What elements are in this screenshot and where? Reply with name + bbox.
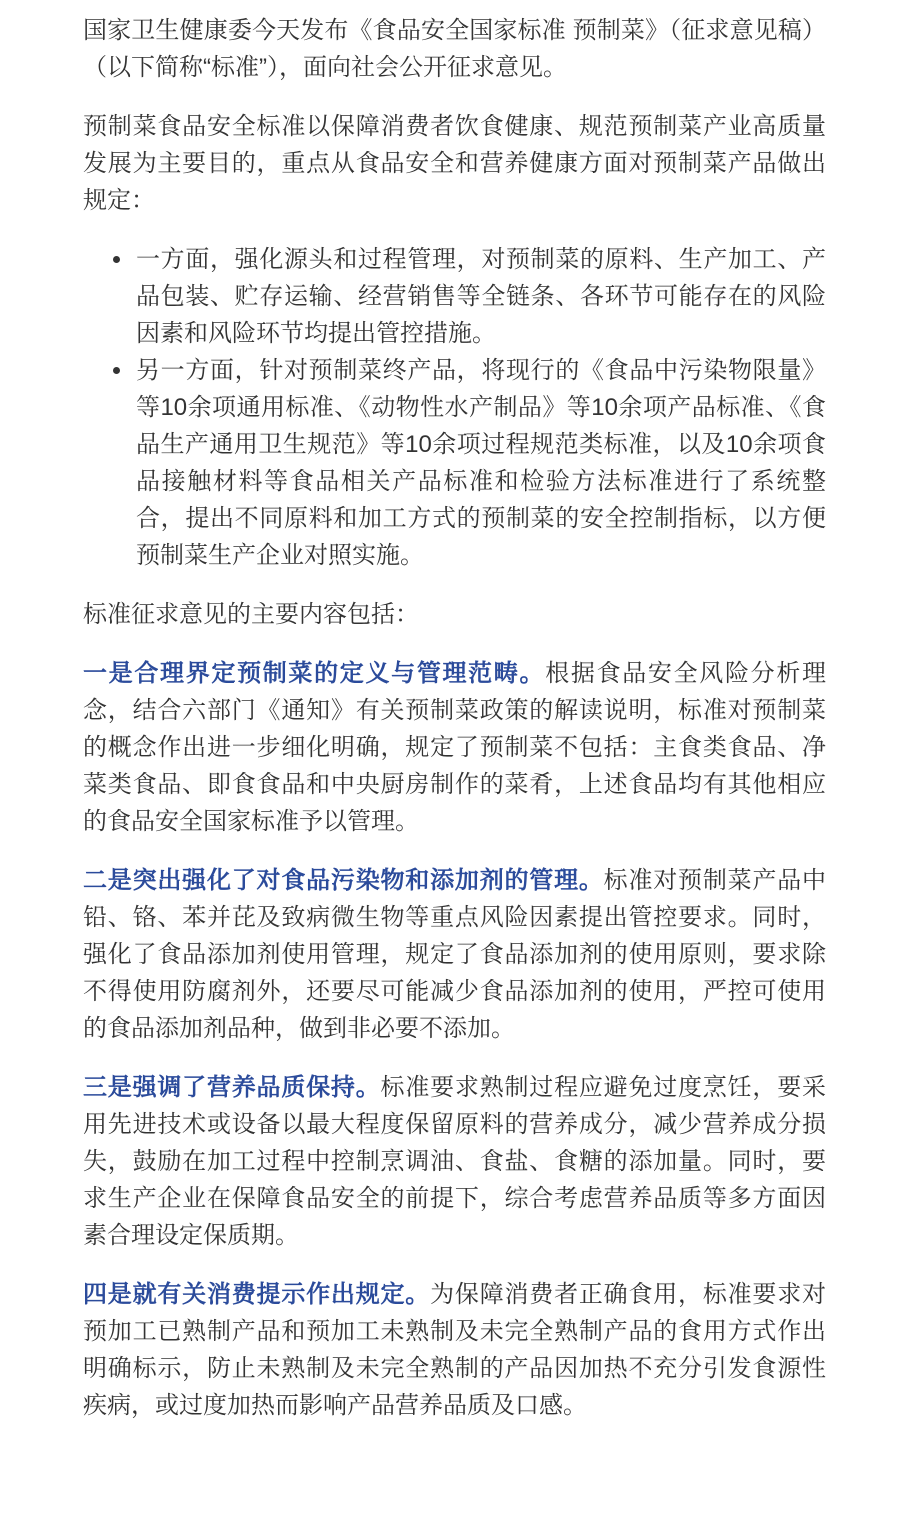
point-head-2: 二是突出强化了对食品污染物和添加剂的管理。 [83,867,604,894]
point-paragraph-3 [83,1069,826,1254]
point-body-3: 标准要求熟制过程应避免过度烹饪，要采用先进技术或设备以最大程度保留原料的营养成分，减少营养成分损失，鼓励在加工过程中控制烹调油、食盐、食糖的添加量。同时，要求生产企业在保障食品安全的前提下，综合考虑营养品质等多方面因素合理设定保质期。 [83,1074,827,1249]
point-paragraph-2 [83,862,826,1047]
point-head-3: 三是强调了营养品质保持。 [83,1074,381,1101]
point-body-1: 根据食品安全风险分析理念，结合六部门《通知》有关预制菜政策的解读说明，标准对预制菜的概念作出进一步细化明确，规定了预制菜不包括：主食类食品、净菜类食品、即食食品和中央厨房制作的菜肴，上述食品均有其他相应的食品安全国家标准予以管理。 [83,660,827,835]
intro-paragraph: 国家卫生健康委今天发布《食品安全国家标准 预制菜》（征求意见稿）（以下简称“标准”），面向社会公开征求意见。 [83,17,826,81]
point-head-4: 四是就有关消费提示作出规定。 [83,1281,431,1308]
list-item: • 另一方面，针对预制菜终产品，将现行的《食品中污染物限量》等10余项通用标准、《动物性水产制品》等10余项产品标准、《食品生产通用卫生规范》等10余项过程规范类标准，以及10余项食品接触材料等食品相关产品标准和检验方法标准进行了系统整合，提出不同原料和加工方式的预制菜的安全控制指标，以方便预制菜生产企业对照实施。 [134,352,826,574]
lead-in-paragraph: 标准征求意见的主要内容包括： [83,601,419,628]
point-head-1: 一是合理界定预制菜的定义与管理范畴。 [83,660,546,687]
point-body-2: 标准对预制菜产品中铅、铬、苯并芘及致病微生物等重点风险因素提出管控要求。同时，强化了食品添加剂使用管理，规定了食品添加剂的使用原则，要求除不得使用防腐剂外，还要尽可能减少食品添加剂的使用，严控可使用的食品添加剂品种，做到非必要不添加。 [83,867,827,1042]
list-item: • 一方面，强化源头和过程管理，对预制菜的原料、生产加工、产品包装、贮存运输、经营销售等全链条、各环节可能存在的风险因素和风险环节均提出管控措施。 [134,241,826,352]
purpose-paragraph: 预制菜食品安全标准以保障消费者饮食健康、规范预制菜产业高质量发展为主要目的，重点从食品安全和营养健康方面对预制菜产品做出规定： [83,113,826,214]
point-paragraph-1 [83,655,826,840]
measure-bullet-list [83,241,826,574]
point-paragraph-4 [83,1276,826,1424]
point-body-4: 为保障消费者正确食用，标准要求对预加工已熟制产品和预加工未熟制及未完全熟制产品的食用方式作出明确标示，防止未熟制及未完全熟制的产品因加热不充分引发食源性疾病，或过度加热而影响产品营养品质及口感。 [83,1281,827,1419]
